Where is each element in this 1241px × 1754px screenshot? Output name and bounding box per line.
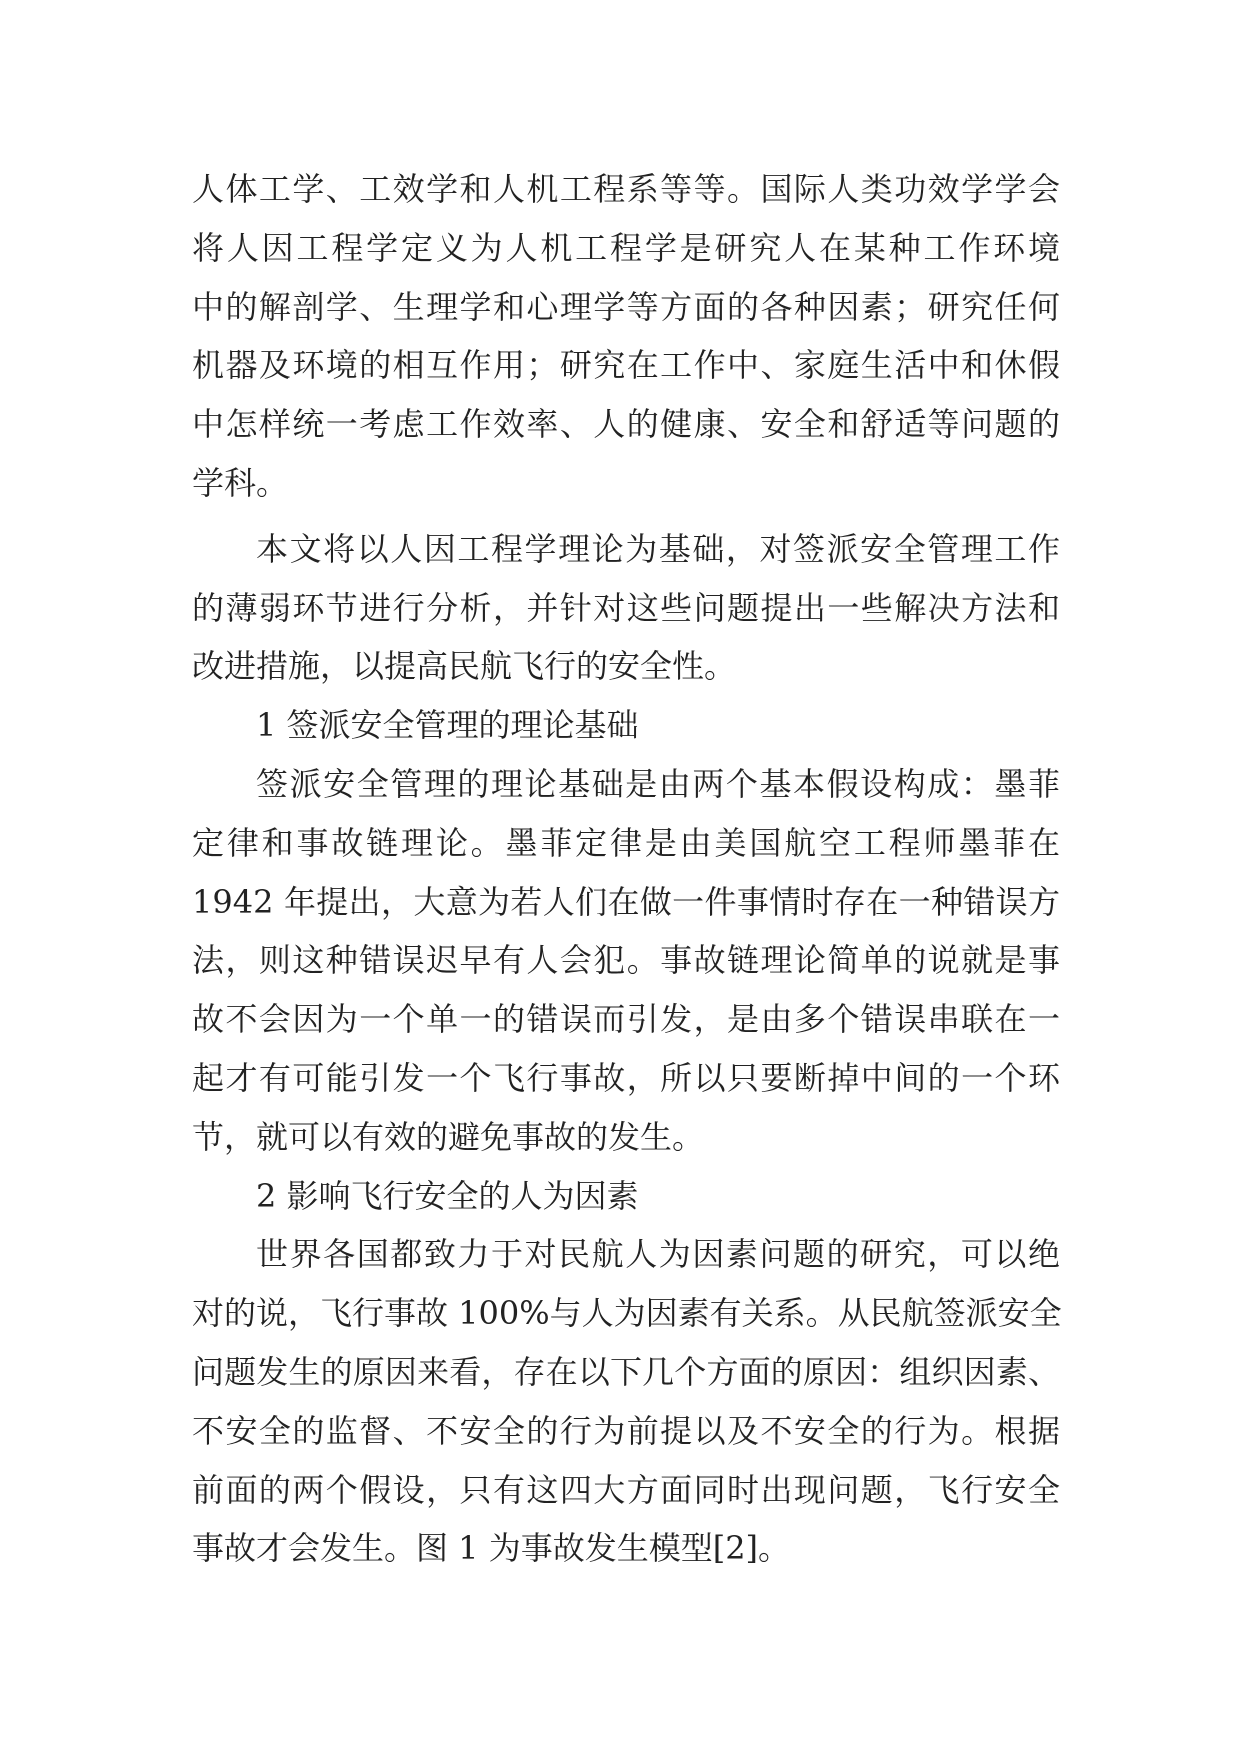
section-heading: 1 签派安全管理的理论基础 <box>256 706 639 745</box>
text-line: 前面的两个假设，只有这四大方面同时出现问题，飞行安全 <box>192 1470 1060 1509</box>
text-line: 将人因工程学定义为人机工程学是研究人在某种工作环境 <box>192 228 1060 267</box>
paragraph-theory-basis <box>192 755 1060 1167</box>
section-heading-2 <box>192 1167 1060 1226</box>
text-line: 中的解剖学、生理学和心理学等方面的各种因素；研究任何 <box>192 287 1060 326</box>
text-line: 对的说，飞行事故 100%与人为因素有关系。从民航签派安全 <box>192 1294 1062 1333</box>
text-line: 人体工学、工效学和人机工程系等等。国际人类功效学学会 <box>192 170 1060 208</box>
text-line: 世界各国都致力于对民航人为因素问题的研究，可以绝 <box>256 1235 1060 1274</box>
document-body <box>192 160 1060 1578</box>
text-line: 改进措施，以提高民航飞行的安全性。 <box>192 647 737 686</box>
text-line: 学科。 <box>192 463 289 502</box>
text-line: 的薄弱环节进行分析，并针对这些问题提出一些解决方法和 <box>192 588 1060 627</box>
text-line: 故不会因为一个单一的错误而引发，是由多个错误串联在一 <box>192 1000 1060 1039</box>
paragraph-human-factors-definition <box>192 160 1060 513</box>
text-line: 事故才会发生。图 1 为事故发生模型[2]。 <box>192 1529 791 1568</box>
text-line: 节，就可以有效的避免事故的发生。 <box>192 1117 705 1156</box>
text-line: 起才有可能引发一个飞行事故，所以只要断掉中间的一个环 <box>192 1058 1060 1097</box>
text-line: 定律和事故链理论。墨菲定律是由美国航空工程师墨菲在 <box>192 823 1060 862</box>
text-line: 1942 年提出，大意为若人们在做一件事情时存在一种错误方 <box>192 882 1060 921</box>
paragraph-human-factors-causes <box>192 1225 1060 1578</box>
paragraph-article-purpose <box>192 520 1060 696</box>
section-heading: 2 影响飞行安全的人为因素 <box>256 1176 639 1215</box>
text-line: 机器及环境的相互作用；研究在工作中、家庭生活中和休假 <box>192 346 1060 385</box>
text-line: 签派安全管理的理论基础是由两个基本假设构成：墨菲 <box>256 764 1060 803</box>
text-line: 问题发生的原因来看，存在以下几个方面的原因：组织因素、 <box>192 1352 1060 1391</box>
text-line: 不安全的监督、不安全的行为前提以及不安全的行为。根据 <box>192 1411 1060 1450</box>
text-line: 法，则这种错误迟早有人会犯。事故链理论简单的说就是事 <box>192 941 1060 980</box>
section-heading-1 <box>192 696 1060 755</box>
text-line: 本文将以人因工程学理论为基础，对签派安全管理工作 <box>256 529 1060 568</box>
text-line: 中怎样统一考虑工作效率、人的健康、安全和舒适等问题的 <box>192 405 1060 444</box>
